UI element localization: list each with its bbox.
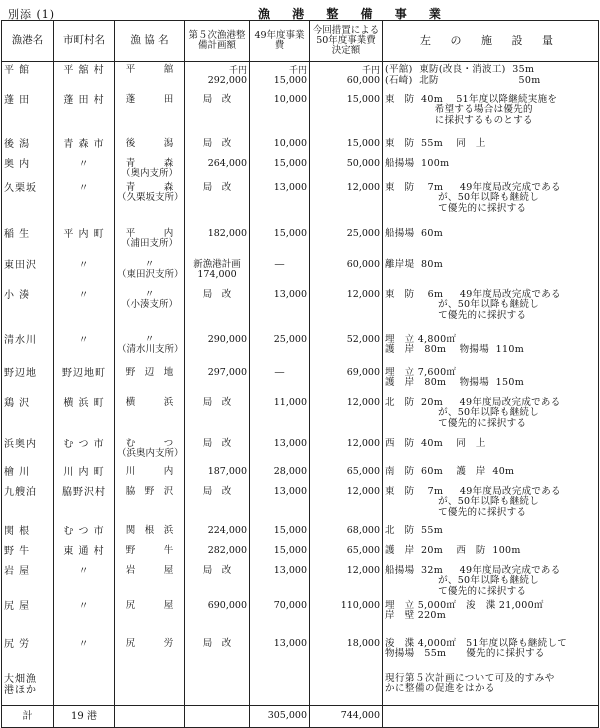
cell-fifth-plan: 局 改 (185, 180, 250, 226)
cell-port-name: 尻 屋 (2, 598, 54, 636)
cell-fifth-plan: 新漁港計画 174,000 (185, 257, 250, 287)
port-improvement-table (1, 20, 599, 728)
cell-facility: 北 防 55m (383, 523, 599, 543)
cell-fy50-decided: 12,000 (310, 484, 383, 523)
cell-town-name: 川 内 町 (54, 464, 115, 484)
col-header-port: 漁港名 (2, 21, 54, 62)
cell-facility: 現行第５次計画について可及的すみや かに整備の促進をはかる (383, 671, 599, 706)
cell-fy49: 15,000 (250, 543, 310, 563)
cell-facility: 護 岸 20m 西 防 100m (383, 543, 599, 563)
cell-fifth-plan: 297,000 (185, 365, 250, 395)
cell-fifth-plan: 224,000 (185, 523, 250, 543)
cell-fy49: 15,000 (250, 226, 310, 257)
table-row (2, 257, 599, 287)
cell-coop-name: 川 内 (115, 464, 185, 484)
value: 292,000 (207, 75, 247, 87)
cell-coop-name: 岩 屋 (115, 563, 185, 598)
cell-facility: 埋 立 5,000㎡ 浚 渫 21,000㎡ 岸 壁 220m (383, 598, 599, 636)
cell-coop-name: 青 森 （奥内支所） (115, 156, 185, 180)
cell-town-name: 〃 (54, 636, 115, 671)
cell-coop-name: 尻 屋 (115, 598, 185, 636)
cell-fy50-decided: 50,000 (310, 156, 383, 180)
cell-fy50-decided: 12,000 (310, 436, 383, 464)
unit-label: 千円 (361, 66, 380, 76)
col-header-fy50-decided: 今回措置による50年度事業費決定額 (310, 21, 383, 62)
cell-fifth-plan: 局 改 (185, 484, 250, 523)
table-row (2, 62, 599, 92)
cell-fy50-decided: 15,000 (310, 136, 383, 156)
cell-fy50-decided: 12,000 (310, 563, 383, 598)
cell-port-name: 檜 川 (2, 464, 54, 484)
cell-fy49: 13,000 (250, 287, 310, 332)
cell-port-name: 岩 屋 (2, 563, 54, 598)
cell-fy49 (250, 62, 310, 92)
unit-label: 千円 (228, 66, 247, 76)
cell-port-name: 大畑漁 港ほか (2, 671, 54, 706)
cell-port-name: 野辺地 (2, 365, 54, 395)
cell-coop-name: 横 浜 (115, 395, 185, 436)
cell-coop-name: 野 辺 地 (115, 365, 185, 395)
page-title: 漁 港 整 備 事 業 (258, 7, 450, 21)
cell-port-name: 東田沢 (2, 257, 54, 287)
cell-town-name: 〃 (54, 180, 115, 226)
cell-facility: 船揚場 32m 49年度局改完成である が、50年以降も継続し て優先的に採択する (383, 563, 599, 598)
cell-coop-name: 尻 労 (115, 636, 185, 671)
cell-fifth-plan: 局 改 (185, 563, 250, 598)
cell-coop-name: 野 牛 (115, 543, 185, 563)
cell-fy49: ― (250, 365, 310, 395)
cell-fifth-plan (185, 671, 250, 706)
cell-facility: 南 防 60m 護 岸 40m (383, 464, 599, 484)
cell-fy50-decided: 12,000 (310, 180, 383, 226)
cell-fy49: 13,000 (250, 484, 310, 523)
total-label: 計 (2, 706, 54, 728)
cell-facility: 東 防 6m 49年度局改完成である が、50年以降も継続し て優先的に採択する (383, 287, 599, 332)
cell-coop-name: 関 根 浜 (115, 523, 185, 543)
cell-coop-name: 平 内 （浦田支所） (115, 226, 185, 257)
cell-port-name: 浜奥内 (2, 436, 54, 464)
table-row (2, 464, 599, 484)
cell-fy49: 70,000 (250, 598, 310, 636)
cell-coop-name: む つ （浜奥内支所） (115, 436, 185, 464)
table-row (2, 92, 599, 136)
cell-fy49: 15,000 (250, 523, 310, 543)
cell-fy50-decided: 12,000 (310, 395, 383, 436)
cell-coop-name (115, 671, 185, 706)
cell-fy50-decided: 68,000 (310, 523, 383, 543)
cell-facility: 東 防 7m 49年度局改完成である が、50年以降も継続し て優先的に採択する (383, 484, 599, 523)
cell-fifth-plan: 182,000 (185, 226, 250, 257)
cell-fifth-plan: 690,000 (185, 598, 250, 636)
cell-town-name: 野辺地町 (54, 365, 115, 395)
col-header-town: 市町村名 (54, 21, 115, 62)
table-row (2, 332, 599, 365)
cell-facility: 東 防 55m 同 上 (383, 136, 599, 156)
cell-fy49: 28,000 (250, 464, 310, 484)
cell-coop-name: 青 森 （久栗坂支所） (115, 180, 185, 226)
value: 15,000 (273, 75, 307, 87)
cell-fifth-plan: 局 改 (185, 395, 250, 436)
cell-town-name: 〃 (54, 563, 115, 598)
cell-fy49: ― (250, 257, 310, 287)
col-header-fifth-plan: 第５次漁港整備計画額 (185, 21, 250, 62)
cell-fy50-decided: 12,000 (310, 287, 383, 332)
cell-port-name: 鶏 沢 (2, 395, 54, 436)
cell-coop-name: 蓬 田 (115, 92, 185, 136)
cell-fy50-decided (310, 671, 383, 706)
cell-fifth-plan: 264,000 (185, 156, 250, 180)
cell-fifth-plan: 局 改 (185, 136, 250, 156)
table-row (2, 226, 599, 257)
cell-fy49: 10,000 (250, 92, 310, 136)
cell-town-name: 〃 (54, 156, 115, 180)
cell-fifth-plan: 187,000 (185, 464, 250, 484)
cell-fifth-plan: 局 改 (185, 287, 250, 332)
table-row (2, 180, 599, 226)
cell-town-name (54, 671, 115, 706)
col-header-coop: 漁 協 名 (115, 21, 185, 62)
total-fy50-decided: 744,000 (310, 706, 383, 728)
total-fy49: 305,000 (250, 706, 310, 728)
cell-port-name: 蓬 田 (2, 92, 54, 136)
cell-fy49 (250, 671, 310, 706)
total-row (2, 706, 599, 728)
cell-fy49: 13,000 (250, 563, 310, 598)
cell-fy50-decided: 65,000 (310, 543, 383, 563)
cell-coop-name: 平 舘 (115, 62, 185, 92)
cell-fy50-decided: 69,000 (310, 365, 383, 395)
col-header-facility: 左 の 施 設 量 (383, 21, 599, 62)
cell-town-name: 青 森 市 (54, 136, 115, 156)
cell-fy49: 11,000 (250, 395, 310, 436)
cell-fifth-plan: 282,000 (185, 543, 250, 563)
cell-port-name: 小 湊 (2, 287, 54, 332)
cell-town-name: 脇野沢村 (54, 484, 115, 523)
cell-town-name: 蓬 田 村 (54, 92, 115, 136)
cell-town-name: 〃 (54, 598, 115, 636)
table-row (2, 598, 599, 636)
cell-fy49: 10,000 (250, 136, 310, 156)
cell-town-name: 平 舘 村 (54, 62, 115, 92)
cell-coop-name: 脇 野 沢 (115, 484, 185, 523)
cell-fifth-plan: 局 改 (185, 436, 250, 464)
cell-port-name: 清水川 (2, 332, 54, 365)
table-row (2, 523, 599, 543)
table-row (2, 543, 599, 563)
cell-fy49: 15,000 (250, 156, 310, 180)
cell-facility: 浚 渫 4,000㎡ 51年度以降も継続して 物揚場 55m 優先的に採択する (383, 636, 599, 671)
col-header-fy49: 49年度事業費 (250, 21, 310, 62)
table-row (2, 395, 599, 436)
cell-fy50-decided: 25,000 (310, 226, 383, 257)
table-row (2, 287, 599, 332)
table-row (2, 436, 599, 464)
cell-facility: 東 防 7m 49年度局改完成である が、50年以降も継続し て優先的に採択する (383, 180, 599, 226)
cell-fy49: 25,000 (250, 332, 310, 365)
total-empty (115, 706, 185, 728)
cell-town-name: 〃 (54, 332, 115, 365)
table-row (2, 671, 599, 706)
cell-town-name: む つ 市 (54, 436, 115, 464)
cell-coop-name: 〃 （小湊支所） (115, 287, 185, 332)
value: 60,000 (346, 75, 380, 87)
cell-town-name: 東 通 村 (54, 543, 115, 563)
total-empty (185, 706, 250, 728)
cell-fifth-plan: 290,000 (185, 332, 250, 365)
cell-facility: 船揚場 100m (383, 156, 599, 180)
cell-facility: 東 防 40m 51年度以降継続実施を 希望する場合は優先的 に採択するものとする (383, 92, 599, 136)
cell-town-name: 〃 (54, 287, 115, 332)
table-row (2, 636, 599, 671)
cell-fifth-plan (185, 62, 250, 92)
cell-fy50-decided: 15,000 (310, 92, 383, 136)
cell-port-name: 平 館 (2, 62, 54, 92)
cell-fifth-plan: 局 改 (185, 636, 250, 671)
unit-label: 千円 (288, 66, 307, 76)
table-row (2, 484, 599, 523)
cell-facility: 埋 立 7,600㎡ 護 岸 80m 物揚場 150m (383, 365, 599, 395)
cell-fy50-decided: 65,000 (310, 464, 383, 484)
cell-coop-name: 〃 （東田沢支所） (115, 257, 185, 287)
cell-port-name: 尻 労 (2, 636, 54, 671)
cell-facility: 西 防 40m 同 上 (383, 436, 599, 464)
cell-fy49: 13,000 (250, 636, 310, 671)
cell-town-name: 横 浜 町 (54, 395, 115, 436)
cell-town-name: 平 内 町 (54, 226, 115, 257)
cell-port-name: 野 牛 (2, 543, 54, 563)
cell-coop-name: 後 潟 (115, 136, 185, 156)
table-header-row (2, 21, 599, 62)
cell-facility: 北 防 20m 49年度局改完成である が、50年以降も継続し て優先的に採択する (383, 395, 599, 436)
cell-facility: 船揚場 60m (383, 226, 599, 257)
cell-facility: (平舘) 東防(改良・消波工) 35m (石崎) 北防 50m (383, 62, 599, 92)
cell-town-name: 〃 (54, 257, 115, 287)
cell-fifth-plan: 局 改 (185, 92, 250, 136)
table-row (2, 156, 599, 180)
total-count: 19 港 (54, 706, 115, 728)
appendix-label: 別添 (1) (8, 8, 56, 21)
table-row (2, 365, 599, 395)
cell-port-name: 後 潟 (2, 136, 54, 156)
cell-facility: 埋 立 4,800㎡ 護 岸 80m 物揚場 110m (383, 332, 599, 365)
table-row (2, 563, 599, 598)
cell-port-name: 関 根 (2, 523, 54, 543)
cell-fy50-decided: 60,000 (310, 257, 383, 287)
cell-coop-name: 〃 （清水川支所） (115, 332, 185, 365)
cell-port-name: 稲 生 (2, 226, 54, 257)
cell-fy50-decided: 110,000 (310, 598, 383, 636)
cell-fy49: 13,000 (250, 180, 310, 226)
cell-fy49: 13,000 (250, 436, 310, 464)
cell-town-name: む つ 市 (54, 523, 115, 543)
cell-facility: 離岸堤 80m (383, 257, 599, 287)
total-empty (383, 706, 599, 728)
cell-fy50-decided: 52,000 (310, 332, 383, 365)
table-row (2, 136, 599, 156)
cell-fy50-decided (310, 62, 383, 92)
cell-port-name: 九艘泊 (2, 484, 54, 523)
cell-fy50-decided: 18,000 (310, 636, 383, 671)
cell-port-name: 久栗坂 (2, 180, 54, 226)
cell-port-name: 奥 内 (2, 156, 54, 180)
